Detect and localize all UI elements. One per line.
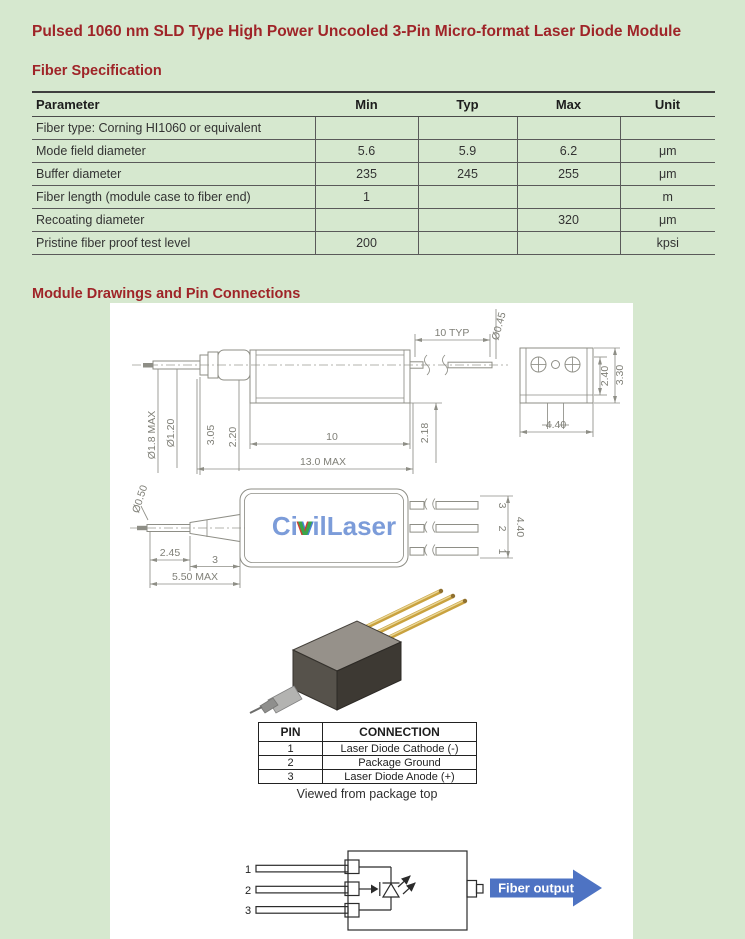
- dimension-label: 3.30: [614, 364, 626, 386]
- dimension-label: Ø0.45: [489, 310, 509, 342]
- pin-table-row: [259, 756, 477, 770]
- cell-unit: m: [620, 186, 715, 209]
- module-3d-render: [250, 589, 467, 713]
- dimension-label: 2.40: [599, 365, 611, 387]
- civillaser-logo: [260, 511, 408, 542]
- pin-connection: Laser Diode Cathode (-): [323, 742, 477, 756]
- section-heading-fiber-specification: Fiber Specification: [32, 63, 162, 79]
- dimension-label: 5.50 MAX: [171, 571, 219, 583]
- pin-number-label: 1: [496, 548, 508, 555]
- dimension-label: 10 TYP: [434, 327, 470, 339]
- schematic-drawing: [245, 851, 602, 930]
- cell-max: 320: [517, 209, 620, 232]
- cell-min: 1: [315, 186, 418, 209]
- col-header-max: Max: [517, 92, 620, 117]
- cell-typ: [418, 209, 517, 232]
- table-row: [32, 186, 715, 209]
- cell-unit: μm: [620, 140, 715, 163]
- dimension-label: Ø1.20: [165, 418, 177, 448]
- schematic-pin-label: 3: [244, 905, 252, 917]
- pin-connection: Package Ground: [323, 756, 477, 770]
- cell-min: [315, 117, 418, 140]
- dimension-label: 2.18: [419, 422, 431, 444]
- cell-parameter: Fiber length (module case to fiber end): [32, 186, 315, 209]
- dimension-label: 4.40: [514, 516, 526, 538]
- cell-typ: [418, 232, 517, 255]
- cell-max: [517, 232, 620, 255]
- cell-parameter: Buffer diameter: [32, 163, 315, 186]
- pin-number-label: 2: [496, 525, 508, 532]
- pin-connection-table: [258, 722, 477, 784]
- pin-number: 2: [259, 756, 323, 770]
- fiber-tip: [143, 363, 153, 368]
- dimension-label: 3.05: [205, 424, 217, 446]
- cell-parameter: Fiber type: Corning HI1060 or equivalent: [32, 117, 315, 140]
- fiber-spec-table: [32, 91, 715, 255]
- cell-max: 6.2: [517, 140, 620, 163]
- dimension-label: Ø0.50: [130, 483, 151, 515]
- drawing-panel: [110, 303, 633, 939]
- cell-min: 5.6: [315, 140, 418, 163]
- cell-parameter: Recoating diameter: [32, 209, 315, 232]
- schematic-pin-label: 1: [244, 864, 252, 876]
- dimension-label: 2.20: [227, 426, 239, 448]
- logo-text: ilLaser: [312, 511, 397, 541]
- cell-min: 200: [315, 232, 418, 255]
- cell-min: 235: [315, 163, 418, 186]
- module-drawings-image: [110, 303, 633, 939]
- table-row: [32, 232, 715, 255]
- top-view-pins: [410, 499, 478, 556]
- col-header-parameter: Parameter: [32, 92, 315, 117]
- ground-symbol: [371, 885, 379, 894]
- end-view-drawing: [520, 348, 626, 437]
- cell-typ: 245: [418, 163, 517, 186]
- table-row: [32, 209, 715, 232]
- schematic-pin-label: 2: [244, 885, 252, 897]
- col-header-typ: Typ: [418, 92, 517, 117]
- pin-number: 3: [259, 770, 323, 784]
- pin-table-caption: Viewed from package top: [296, 787, 438, 801]
- pin-number: 1: [259, 742, 323, 756]
- col-header-unit: Unit: [620, 92, 715, 117]
- cell-typ: 5.9: [418, 140, 517, 163]
- cell-max: 255: [517, 163, 620, 186]
- dimension-label: 4.40: [545, 419, 567, 431]
- dimension-label: 3: [212, 554, 218, 566]
- cell-unit: μm: [620, 163, 715, 186]
- col-header-min: Min: [315, 92, 418, 117]
- table-header-row: [32, 92, 715, 117]
- cell-max: [517, 117, 620, 140]
- dimension-label: Ø1.8 MAX: [146, 410, 158, 460]
- page-title: Pulsed 1060 nm SLD Type High Power Uncooled 3-Pin Micro-format Laser Diode Module: [32, 23, 682, 40]
- pin-connection: Laser Diode Anode (+): [323, 770, 477, 784]
- section-heading-module-drawings: Module Drawings and Pin Connections: [32, 286, 301, 302]
- fiber-tip: [137, 526, 147, 530]
- pin-col-header: PIN: [259, 723, 323, 742]
- dimension-label: 2.45: [159, 547, 181, 559]
- cell-parameter: Pristine fiber proof test level: [32, 232, 315, 255]
- cell-unit: [620, 117, 715, 140]
- pin-table-header-row: [259, 723, 477, 742]
- fiber-output-label: Fiber output: [498, 880, 574, 896]
- cell-unit: kpsi: [620, 232, 715, 255]
- logo-text: Ci: [271, 511, 298, 541]
- dimension-label: 13.0 MAX: [299, 456, 347, 468]
- cell-unit: μm: [620, 209, 715, 232]
- cell-parameter: Mode field diameter: [32, 140, 315, 163]
- pin-number-label: 3: [496, 502, 508, 509]
- cell-typ: [418, 186, 517, 209]
- cell-typ: [418, 117, 517, 140]
- pin-table-row: [259, 742, 477, 756]
- table-row: [32, 163, 715, 186]
- cell-max: [517, 186, 620, 209]
- side-view-drawing: [132, 309, 509, 475]
- light-emission-arrow: [403, 883, 415, 894]
- laser-diode-symbol: [383, 884, 399, 897]
- table-row: [32, 140, 715, 163]
- connection-col-header: CONNECTION: [323, 723, 477, 742]
- dimension-label: 10: [326, 431, 338, 443]
- light-emission-arrow: [398, 876, 410, 887]
- logo-accent-v: v: [297, 511, 313, 541]
- table-row: [32, 117, 715, 140]
- cell-min: [315, 209, 418, 232]
- pin-table-row: [259, 770, 477, 784]
